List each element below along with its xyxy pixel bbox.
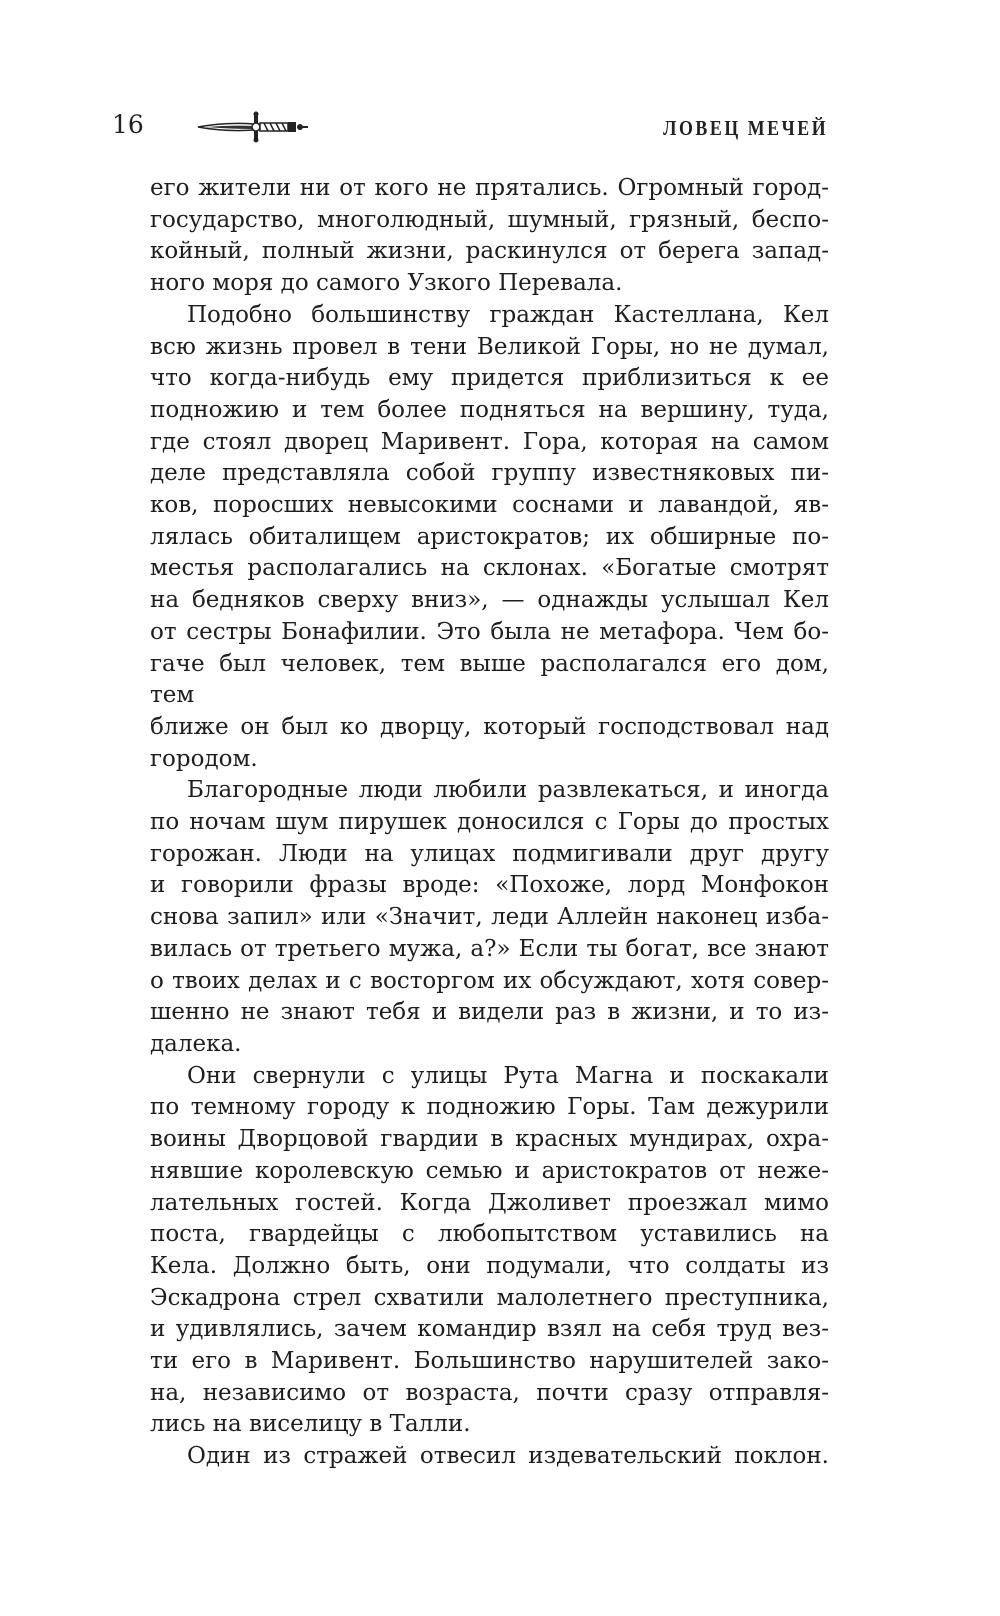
dagger-icon [196,110,312,144]
text-line: ти его в Маривент. Большинство нарушителей зако- [150,1348,829,1375]
text-line: где стоял дворец Маривент. Гора, которая на самом [150,428,829,455]
paragraph [150,1441,829,1473]
text-line: подножию и тем более подняться на вершину, туда, [150,396,829,423]
text-line: Один из стражей отвесил издевательский поклон. [187,1443,829,1470]
text-line: Кела. Должно быть, они подумали, что солдаты из [150,1252,829,1279]
text-line: Подобно большинству граждан Кастеллана, Кел [187,301,829,328]
running-title: ЛОВЕЦ МЕЧЕЙ [662,116,828,140]
text-line: о твоих делах и с восторгом их обсуждают, хотя совер- [150,967,829,994]
text-line: воины Дворцовой гвардии в красных мундирах, охра- [150,1126,829,1153]
text-line: поста, гвардейцы с любопытством уставились на [150,1221,829,1248]
text-line: государство, многолюдный, шумный, грязный, беспо- [150,206,829,233]
text-line: горожан. Люди на улицах подмигивали друг другу [150,840,829,867]
text-line: что когда-нибудь ему придется приблизиться к ее [150,365,829,392]
text-line: по ночам шум пирушек доносился с Горы до простых [150,809,829,836]
text-line: вилась от третьего мужа, а?» Если ты богат, все знают [150,935,829,962]
paragraph [150,300,829,776]
text-line: деле представляла собой группу известняковых пи- [150,460,829,487]
text-line: Эскадрона стрел схватили малолетнего преступника, [150,1284,829,1311]
text-line: лательных гостей. Когда Джоливет проезжал мимо [150,1189,829,1216]
text-line: от сестры Бонафилии. Это была не метафора. Чем бо- [150,618,829,645]
page-number: 16 [112,110,144,139]
text-line: всю жизнь провел в тени Великой Горы, но не думал, [150,333,829,360]
text-line: городом. [150,745,258,772]
text-line: ков, поросших невысокими соснами и лавандой, яв- [150,492,829,519]
text-line: койный, полный жизни, раскинулся от берега запад- [150,238,829,265]
text-line: и удивлялись, зачем командир взял на себя труд вез- [150,1316,829,1343]
text-line: на, независимо от возраста, почти сразу отправля- [150,1379,829,1406]
text-line: нявшие королевскую семью и аристократов от неже- [150,1157,829,1184]
text-line: далека. [150,1030,242,1057]
text-line: снова запил» или «Значит, леди Аллейн наконец изба- [150,904,829,931]
text-line: Благородные люди любили развлекаться, и иногда [187,777,829,804]
text-line: лялась обиталищем аристократов; их обширные по- [150,523,829,550]
text-line: по темному городу к подножию Горы. Там дежурили [150,1094,829,1121]
text-line: ного моря до самого Узкого Перевала. [150,270,623,297]
text-line: гаче был человек, тем выше располагался его дом, тем [150,650,829,709]
text-line: его жители ни от кого не прятались. Огромный город- [150,175,829,201]
body-text [150,173,829,1473]
text-line: и говорили фразы вроде: «Похоже, лорд Монфокон [150,872,829,899]
text-line: Они свернули с улицы Рута Магна и поскакали [187,1062,829,1089]
text-line: местья располагались на склонах. «Богатые смотрят [150,555,829,582]
text-line: ближе он был ко дворцу, который господствовал над [150,713,829,740]
paragraph [150,775,829,1060]
text-line: лись на виселицу в Талли. [150,1411,471,1438]
paragraph [150,173,829,300]
paragraph [150,1061,829,1441]
text-line: шенно не знают тебя и видели раз в жизни, и то из- [150,999,829,1026]
text-line: на бедняков сверху вниз», — однажды услышал Кел [150,587,829,614]
